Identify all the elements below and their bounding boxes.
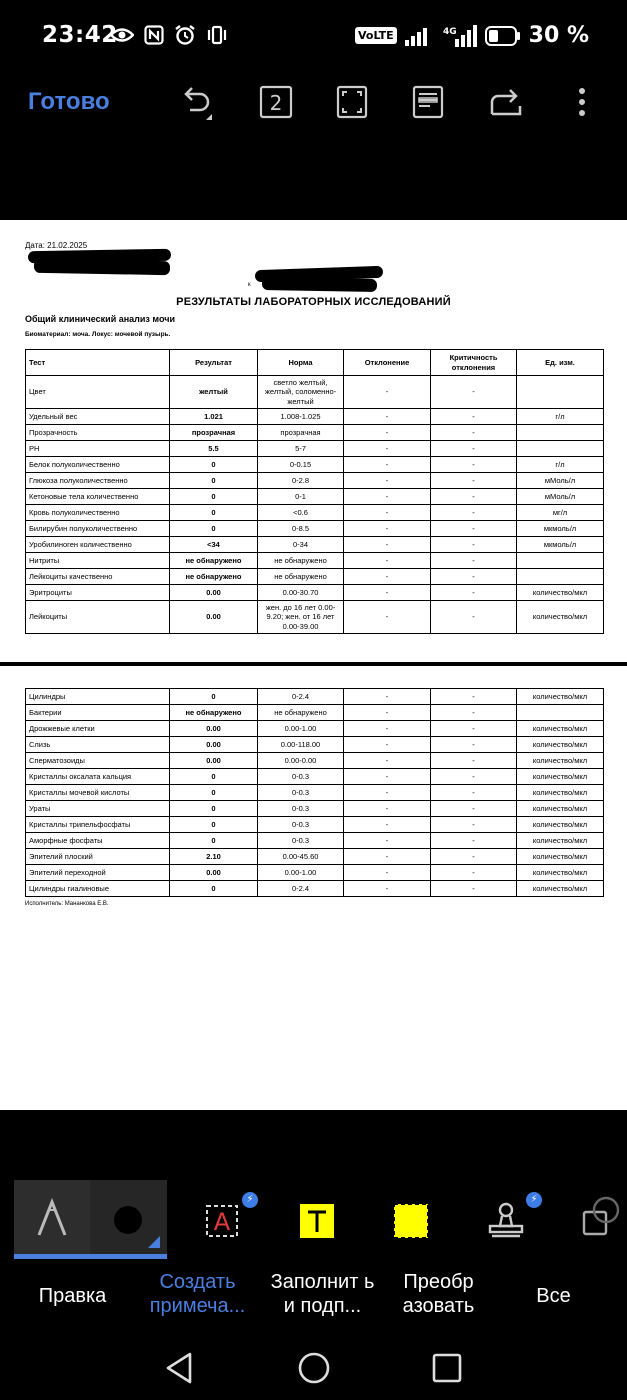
tab-3[interactable]: Преобр азовать — [402, 1271, 475, 1317]
shapes-tool[interactable] — [580, 1180, 627, 1258]
table-cell: - — [344, 785, 431, 801]
reader-mode-icon[interactable] — [410, 84, 446, 120]
table-cell: Эпителий плоский — [26, 849, 170, 865]
table-cell: - — [431, 473, 517, 489]
premium-badge-icon: ⚡ — [526, 1192, 542, 1208]
table-cell: Цвет — [26, 376, 170, 409]
table-cell: - — [344, 505, 431, 521]
table-cell: - — [431, 833, 517, 849]
page-count-icon[interactable] — [258, 84, 294, 120]
table-cell: - — [344, 689, 431, 705]
lab-results-table-page2 — [25, 688, 604, 897]
table-cell: Кровь полуколичественно — [26, 505, 170, 521]
table-cell: 0 — [170, 689, 258, 705]
table-cell: - — [344, 473, 431, 489]
status-bar — [0, 0, 627, 72]
table-row — [26, 473, 604, 489]
table-cell: - — [431, 865, 517, 881]
status-icons-left — [110, 24, 228, 46]
color-picker[interactable] — [90, 1180, 167, 1258]
table-cell: - — [344, 441, 431, 457]
table-cell: количество/мкл — [517, 737, 604, 753]
table-cell: 0.00 — [170, 601, 258, 634]
table-cell: - — [344, 833, 431, 849]
table-cell: 1.021 — [170, 409, 258, 425]
table-cell: количество/мкл — [517, 833, 604, 849]
undo-icon[interactable] — [178, 84, 214, 120]
svg-text:4G: 4G — [442, 26, 457, 37]
table-cell: <0.6 — [258, 505, 344, 521]
table-cell: 0.00 — [170, 753, 258, 769]
table-cell — [517, 553, 604, 569]
table-cell — [517, 376, 604, 409]
table-cell: 0-34 — [258, 537, 344, 553]
table-row — [26, 425, 604, 441]
table-cell: мкмоль/л — [517, 537, 604, 553]
table-cell: количество/мкл — [517, 601, 604, 634]
table-cell: 0-0.3 — [258, 785, 344, 801]
table-cell: - — [431, 721, 517, 737]
table-cell: - — [344, 881, 431, 897]
table-cell: Цилиндры — [26, 689, 170, 705]
table-cell: - — [431, 505, 517, 521]
table-cell: - — [431, 376, 517, 409]
table-cell: количество/мкл — [517, 785, 604, 801]
table-cell: - — [344, 817, 431, 833]
alarm-icon — [174, 24, 196, 46]
table-cell: 0-0.15 — [258, 457, 344, 473]
table-row — [26, 689, 604, 705]
table-cell: количество/мкл — [517, 801, 604, 817]
table-cell: прозрачная — [258, 425, 344, 441]
shapes-icon — [580, 1180, 627, 1258]
premium-badge-icon: ⚡ — [242, 1192, 258, 1208]
top-toolbar — [0, 80, 627, 130]
table-cell: светло желтый, желтый, соломенно-желтый — [258, 376, 344, 409]
vibrate-icon — [206, 24, 228, 46]
table-cell: - — [344, 601, 431, 634]
table-cell: 0-2.4 — [258, 689, 344, 705]
table-cell: 5.5 — [170, 441, 258, 457]
table-cell: 0.00-30.70 — [258, 585, 344, 601]
table-cell: - — [344, 457, 431, 473]
table-cell: не обнаружено — [170, 705, 258, 721]
table-cell: Белок полуколичественно — [26, 457, 170, 473]
table-cell: Ураты — [26, 801, 170, 817]
table-cell: - — [431, 801, 517, 817]
stamp-tool[interactable] — [484, 1180, 544, 1258]
table-cell — [517, 441, 604, 457]
signal-icon — [405, 26, 435, 46]
table-cell — [517, 569, 604, 585]
table-cell: 0.00 — [170, 721, 258, 737]
redaction-mark — [262, 277, 377, 292]
status-icons-right — [355, 23, 589, 48]
table-cell: 0.00 — [170, 737, 258, 753]
table-cell: 0-0.3 — [258, 833, 344, 849]
table-cell: 0 — [170, 505, 258, 521]
battery-percent: 30 % — [528, 23, 589, 48]
table-cell: Лейкоциты — [26, 601, 170, 634]
table-cell: <34 — [170, 537, 258, 553]
table-cell: количество/мкл — [517, 769, 604, 785]
table-cell: - — [344, 409, 431, 425]
table-cell: 5-7 — [258, 441, 344, 457]
table-row — [26, 441, 604, 457]
table-cell: - — [344, 721, 431, 737]
doc-executor: Исполнитель: Мананкова Е.В. — [25, 901, 109, 907]
table-row — [26, 817, 604, 833]
table-row — [26, 769, 604, 785]
table-row — [26, 537, 604, 553]
table-cell: Удельный вес — [26, 409, 170, 425]
table-cell: - — [344, 769, 431, 785]
table-cell: - — [431, 881, 517, 897]
table-row — [26, 553, 604, 569]
table-cell: мг/л — [517, 505, 604, 521]
table-cell: не обнаружено — [170, 569, 258, 585]
table-cell: жен. до 16 лет 0.00-9.20; жен. от 16 лет 0.00-39.00 — [258, 601, 344, 634]
table-cell: количество/мкл — [517, 689, 604, 705]
table-row — [26, 521, 604, 537]
active-tool-indicator — [14, 1254, 167, 1259]
table-cell: - — [344, 489, 431, 505]
table-cell: 0 — [170, 817, 258, 833]
lab-results-table-page1 — [25, 349, 604, 634]
table-cell: Дрожжевые клетки — [26, 721, 170, 737]
table-cell: Слизь — [26, 737, 170, 753]
table-row — [26, 705, 604, 721]
table-cell: PH — [26, 441, 170, 457]
svg-text:A: A — [213, 1208, 231, 1236]
table-row — [26, 849, 604, 865]
table-cell: Прозрачность — [26, 425, 170, 441]
table-cell: Билирубин полуколичественно — [26, 521, 170, 537]
table-cell: Глюкоза полуколичественно — [26, 473, 170, 489]
table-cell: 0.00-0.00 — [258, 753, 344, 769]
table-cell: 0.00 — [170, 865, 258, 881]
table-row — [26, 833, 604, 849]
table-row — [26, 569, 604, 585]
table-row — [26, 585, 604, 601]
table-cell: 0-8.5 — [258, 521, 344, 537]
table-cell: количество/мкл — [517, 721, 604, 737]
table-cell: 0-0.3 — [258, 769, 344, 785]
system-nav-bar — [0, 1340, 627, 1395]
table-row — [26, 753, 604, 769]
doc-stray-text: к — [248, 282, 251, 288]
table-cell: количество/мкл — [517, 817, 604, 833]
table-row — [26, 865, 604, 881]
recents-icon[interactable] — [430, 1351, 464, 1385]
doc-title: РЕЗУЛЬТАТЫ ЛАБОРАТОРНЫХ ИССЛЕДОВАНИЙ — [176, 296, 451, 308]
table-cell: Аморфные фосфаты — [26, 833, 170, 849]
done-button[interactable]: Готово — [28, 88, 110, 115]
table-cell: 0.00-1.00 — [258, 721, 344, 737]
table-cell: - — [431, 553, 517, 569]
table-cell: мМоль/л — [517, 489, 604, 505]
table-cell: - — [431, 817, 517, 833]
signal-4g-icon — [443, 25, 477, 47]
table-cell: Кетоновые тела количественно — [26, 489, 170, 505]
doc-subtitle: Общий клинический анализ мочи — [25, 314, 175, 324]
table-cell: 0.00-45.60 — [258, 849, 344, 865]
svg-text:2: 2 — [269, 91, 283, 115]
table-cell: - — [431, 689, 517, 705]
table-cell: - — [431, 425, 517, 441]
pen-tool[interactable] — [14, 1180, 90, 1258]
table-cell: 0-2.8 — [258, 473, 344, 489]
table-cell: г/л — [517, 409, 604, 425]
table-header-cell: Норма — [258, 350, 344, 376]
area-highlight-tool[interactable] — [390, 1180, 434, 1258]
status-time: 23:42 — [42, 22, 118, 48]
table-cell: - — [344, 849, 431, 865]
table-cell: - — [344, 425, 431, 441]
table-cell: Кристаллы трипельфосфаты — [26, 817, 170, 833]
tab-2[interactable]: Заполнит ь и подп... — [270, 1271, 375, 1317]
table-row — [26, 505, 604, 521]
tab-0[interactable]: Правка — [38, 1285, 107, 1307]
table-cell: 0.00-1.00 — [258, 865, 344, 881]
table-cell: 2.10 — [170, 849, 258, 865]
table-header-cell: Отклонение — [344, 350, 431, 376]
area-highlight-icon — [390, 1180, 434, 1258]
text-highlight-icon — [296, 1180, 340, 1258]
table-cell: - — [344, 801, 431, 817]
table-cell: Уробилиноген количественно — [26, 537, 170, 553]
table-cell: количество/мкл — [517, 865, 604, 881]
table-cell: не обнаружено — [258, 553, 344, 569]
eye-icon — [110, 26, 134, 44]
table-cell: количество/мкл — [517, 849, 604, 865]
table-cell: - — [344, 737, 431, 753]
table-cell: 0 — [170, 881, 258, 897]
table-cell: - — [431, 457, 517, 473]
table-cell: прозрачная — [170, 425, 258, 441]
nfc-icon — [144, 25, 164, 45]
table-cell: - — [431, 521, 517, 537]
table-row — [26, 409, 604, 425]
table-cell: - — [344, 753, 431, 769]
table-cell: Эритроциты — [26, 585, 170, 601]
home-icon[interactable] — [296, 1350, 332, 1386]
table-row — [26, 376, 604, 409]
more-icon[interactable] — [570, 84, 594, 120]
table-header-cell: Ед. изм. — [517, 350, 604, 376]
color-picker-icon — [90, 1180, 167, 1258]
table-cell: 0 — [170, 785, 258, 801]
table-row — [26, 801, 604, 817]
table-cell: - — [344, 865, 431, 881]
table-cell: 0.00-118.00 — [258, 737, 344, 753]
table-cell: 1.008-1.025 — [258, 409, 344, 425]
table-cell: Цилиндры гиалиновые — [26, 881, 170, 897]
table-cell — [517, 425, 604, 441]
table-cell: желтый — [170, 376, 258, 409]
mode-tabs — [0, 1270, 627, 1330]
table-cell: - — [344, 705, 431, 721]
table-cell: 0-0.3 — [258, 801, 344, 817]
table-cell: 0 — [170, 769, 258, 785]
table-cell: не обнаружено — [258, 569, 344, 585]
table-cell: Эпителий переходной — [26, 865, 170, 881]
table-cell: 0-1 — [258, 489, 344, 505]
table-row — [26, 881, 604, 897]
table-cell: 0-0.3 — [258, 817, 344, 833]
table-cell — [517, 705, 604, 721]
page-separator — [0, 662, 627, 666]
table-row — [26, 785, 604, 801]
table-row — [26, 721, 604, 737]
volte-badge: VoLTE — [355, 27, 397, 44]
table-cell: - — [431, 537, 517, 553]
table-cell: Кристаллы мочевой кислоты — [26, 785, 170, 801]
table-header-cell: Результат — [170, 350, 258, 376]
table-cell: - — [431, 753, 517, 769]
table-cell: количество/мкл — [517, 585, 604, 601]
table-cell: 0 — [170, 833, 258, 849]
annotation-tools — [0, 1180, 627, 1260]
doc-biomaterial: Биоматериал: моча. Локус: мочевой пузырь. — [25, 331, 171, 338]
table-header-cell: Критичность отклонения — [431, 350, 517, 376]
table-cell: не обнаружено — [258, 705, 344, 721]
table-cell: 0 — [170, 489, 258, 505]
table-cell: - — [344, 569, 431, 585]
table-cell: Бактерии — [26, 705, 170, 721]
table-cell: - — [344, 537, 431, 553]
table-cell: - — [431, 409, 517, 425]
table-cell: - — [431, 585, 517, 601]
table-row — [26, 737, 604, 753]
table-cell: мкмоль/л — [517, 521, 604, 537]
text-box-icon — [198, 1180, 250, 1258]
table-cell: - — [344, 376, 431, 409]
table-cell: не обнаружено — [170, 553, 258, 569]
redaction-mark — [34, 259, 170, 275]
tab-1[interactable]: Создать примеча... — [149, 1271, 246, 1317]
pen-tool-icon — [14, 1180, 90, 1258]
table-cell: мМоль/л — [517, 473, 604, 489]
table-cell: - — [431, 441, 517, 457]
fullscreen-icon[interactable] — [334, 84, 370, 120]
table-cell: - — [344, 553, 431, 569]
pdf-document-view[interactable] — [0, 220, 627, 1110]
table-cell: 0 — [170, 473, 258, 489]
share-icon[interactable] — [488, 84, 524, 120]
table-cell: Нитриты — [26, 553, 170, 569]
table-cell: - — [431, 785, 517, 801]
table-cell: количество/мкл — [517, 881, 604, 897]
text-box-tool[interactable] — [198, 1180, 254, 1258]
table-cell: - — [431, 705, 517, 721]
table-cell: 0 — [170, 457, 258, 473]
table-cell: 0 — [170, 801, 258, 817]
table-cell: количество/мкл — [517, 753, 604, 769]
table-cell: - — [344, 521, 431, 537]
table-cell: г/л — [517, 457, 604, 473]
table-cell: Кристаллы оксалата кальция — [26, 769, 170, 785]
table-row — [26, 601, 604, 634]
table-cell: - — [431, 601, 517, 634]
battery-icon — [485, 26, 521, 46]
table-cell: Лейкоциты качественно — [26, 569, 170, 585]
table-cell: - — [344, 585, 431, 601]
table-cell: 0.00 — [170, 585, 258, 601]
back-icon[interactable] — [162, 1350, 196, 1386]
table-cell: 0-2.4 — [258, 881, 344, 897]
tab-4[interactable]: Все — [536, 1285, 571, 1307]
table-cell: Сперматозоиды — [26, 753, 170, 769]
text-highlight-tool[interactable] — [296, 1180, 340, 1258]
table-row — [26, 457, 604, 473]
table-cell: - — [431, 849, 517, 865]
table-cell: 0 — [170, 521, 258, 537]
table-row — [26, 489, 604, 505]
doc-date: Дата: 21.02.2025 — [25, 241, 88, 250]
table-header-cell: Тест — [26, 350, 170, 376]
table-cell: - — [431, 769, 517, 785]
table-cell: - — [431, 737, 517, 753]
table-cell: - — [431, 489, 517, 505]
table-cell: - — [431, 569, 517, 585]
